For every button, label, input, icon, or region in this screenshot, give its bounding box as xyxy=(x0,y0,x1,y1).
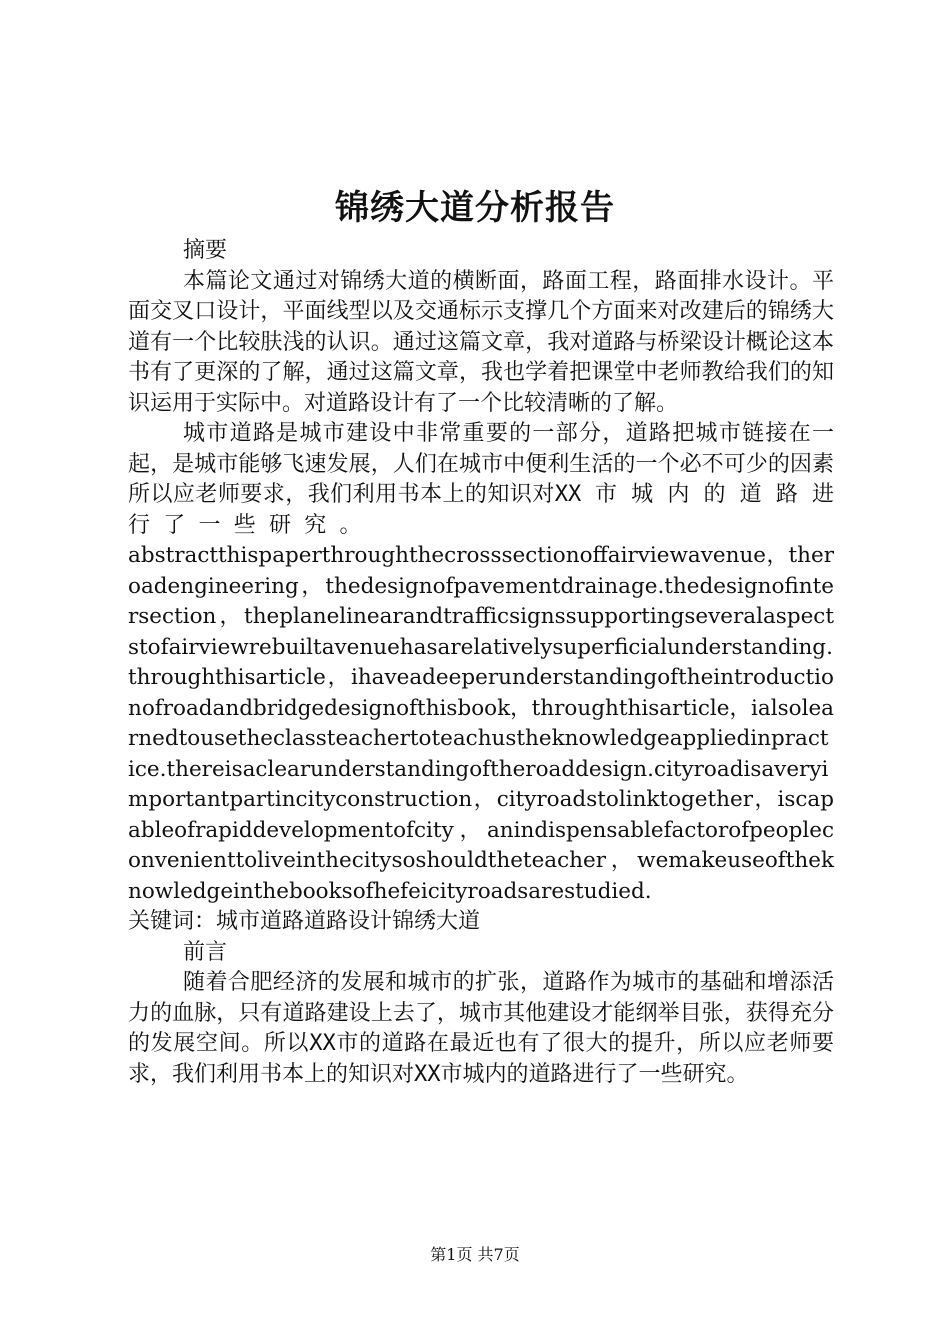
abstract-paragraph-1: 本篇论文通过对锦绣大道的横断面，路面工程，路面排水设计。平面交叉口设计，平面线型以及交通标示支撑几个方面来对改建后的锦绣大道有一个比较肤浅的认识。通过这篇文章，我对道路与桥梁设计概论这本书有了更深的了解，通过这篇文章，我也学着把课堂中老师教给我们的知识运用于实际中。对道路设计有了一个比较清晰的了解。 xyxy=(128,268,834,416)
preface-paragraph-1: 随着合肥经济的发展和城市的扩张，道路作为城市的基础和增添活力的血脉，只有道路建设上去了，城市其他建设才能纲举目张，获得充分的发展空间。所以XX市的道路在最近也有了很大的提升，所以应老师要求，我们利用书本上的知识对XX市城内的道路进行了一些研究。 xyxy=(128,970,834,1087)
page-number-footer: 第1页 共7页 xyxy=(430,1245,520,1264)
english-abstract: abstractthispaperthroughthecrosssectionoffairviewavenue，theroadengineering，thedesignofpavementdrainage.thedesignofintersection，theplanelinearandtrafficsignssupportingseveralaspectstofairviewrebuiltavenuehasarelativelysuperficialunderstanding.throughthisarticle，ihaveadeeperunderstandingoftheintroductionofroadandbridgedesignofthisbook，throughthisarticle，ialsolearnedtousetheclassteachertoteachustheknowledgeappliedinpractice.thereisaclearunderstandingoftheroaddesign.cityroadisaveryimportantpartincityconstruction，cityroadstolinktogether，iscapableofrapiddevelopmentofcity，anindispensablefactorofpeopleconvenienttoliveinthecitysoshouldtheteacher，wemakeuseoftheknowledgeinthebooksofhefeicityroadsarestudied. xyxy=(128,543,834,904)
keywords-line: 关键词：城市道路道路设计锦绣大道 xyxy=(128,909,481,934)
abstract-heading: 摘要 xyxy=(183,238,228,263)
document-body xyxy=(128,236,834,1090)
preface-heading: 前言 xyxy=(183,939,228,965)
page-title: 锦绣大道分析报告 xyxy=(335,188,615,228)
abstract-paragraph-2: 城市道路是城市建设中非常重要的一部分，道路把城市链接在一起，是城市能够飞速发展，人们在城市中便利生活的一个必不可少的因素所以应老师要求，我们利用书本上的知识对XX 市 城 内 的 道 路 进 行 了 一 些 研 究 。 xyxy=(128,421,834,538)
